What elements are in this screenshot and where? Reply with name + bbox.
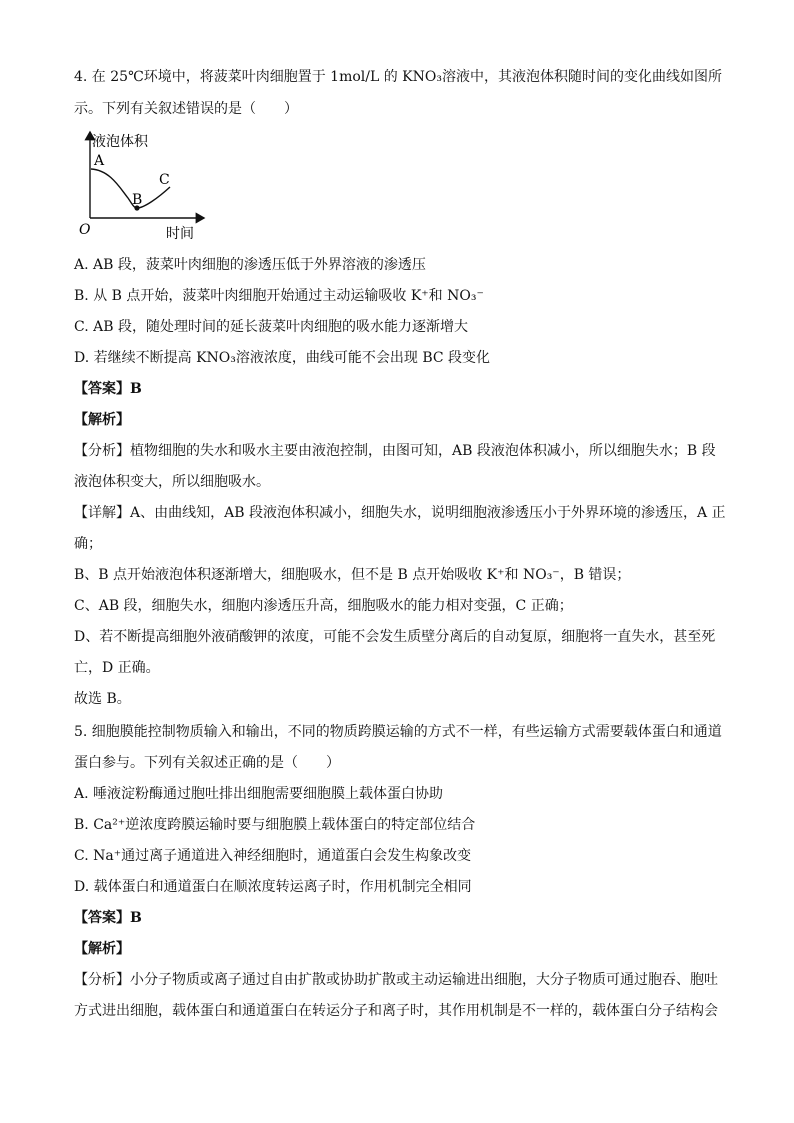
q4-analysis-heading: 【解析】 xyxy=(74,412,130,428)
q4-analysis-line1: 【分析】植物细胞的失水和吸水主要由液泡控制，由图可知，AB 段液泡体积减小，所以细胞失水；B 段 xyxy=(74,443,716,459)
q4-detail-d-line2: 亡，D 正确。 xyxy=(74,660,160,676)
q5-stem-line2: 蛋白参与。下列有关叙述正确的是（ ） xyxy=(74,755,340,771)
q4-conclusion: 故选 B。 xyxy=(74,691,131,707)
q4-detail-c: C、AB 段，细胞失水，细胞内渗透压升高，细胞吸水的能力相对变强，C 正确； xyxy=(74,598,573,614)
y-axis-label: 液泡体积 xyxy=(92,134,148,150)
vacuole-volume-figure xyxy=(74,128,214,246)
point-a-label: A xyxy=(94,153,105,169)
q4-option-b: B. 从 B 点开始，菠菜叶肉细胞开始通过主动运输吸收 K⁺和 NO₃⁻ xyxy=(74,288,484,304)
q5-option-b: B. Ca²⁺逆浓度跨膜运输时要与细胞膜上载体蛋白的特定部位结合 xyxy=(74,817,476,833)
point-b-label: B xyxy=(132,192,143,208)
q5-answer: 【答案】B xyxy=(74,910,142,926)
q4-analysis-line2: 液泡体积变大，所以细胞吸水。 xyxy=(74,474,270,490)
q5-stem-line1: 5. 细胞膜能控制物质输入和输出，不同的物质跨膜运输的方式不一样，有些运输方式需要载体蛋白和通道 xyxy=(74,724,722,740)
q5-analysis-line2: 方式进出细胞，载体蛋白和通道蛋白在转运分子和离子时，其作用机制是不一样的，载体蛋白分子结构会 xyxy=(74,1003,718,1019)
point-c-label: C xyxy=(159,172,170,188)
q4-option-a: A. AB 段，菠菜叶肉细胞的渗透压低于外界溶液的渗透压 xyxy=(74,257,426,273)
q5-analysis-line1: 【分析】小分子物质或离子通过自由扩散或协助扩散或主动运输进出细胞，大分子物质可通过胞吞、胞吐 xyxy=(74,972,718,988)
x-axis-label: 时间 xyxy=(166,226,194,242)
q4-detail-d-line1: D、若不断提高细胞外液硝酸钾的浓度，可能不会发生质壁分离后的自动复原，细胞将一直失水，甚至死 xyxy=(74,629,716,645)
q5-option-a: A. 唾液淀粉酶通过胞吐排出细胞需要细胞膜上载体蛋白协助 xyxy=(74,786,444,802)
origin-label: O xyxy=(79,222,91,238)
q4-answer: 【答案】B xyxy=(74,381,142,397)
q4-detail-line2: 确； xyxy=(74,536,102,552)
q4-option-d: D. 若继续不断提高 KNO₃溶液浓度，曲线可能不会出现 BC 段变化 xyxy=(74,350,491,366)
q4-detail-line1: 【详解】A、由曲线知，AB 段液泡体积减小，细胞失水，说明细胞液渗透压小于外界环境的渗透压，A 正 xyxy=(74,505,726,521)
q5-analysis-heading: 【解析】 xyxy=(74,941,130,957)
q4-stem-line2: 示。下列有关叙述错误的是（ ） xyxy=(74,101,298,117)
q5-option-c: C. Na⁺通过离子通道进入神经细胞时，通道蛋白会发生构象改变 xyxy=(74,848,472,864)
q4-stem-line1: 4. 在 25℃环境中，将菠菜叶肉细胞置于 1mol/L 的 KNO₃溶液中，其液泡体积随时间的变化曲线如图所 xyxy=(74,69,722,85)
q4-detail-b: B、B 点开始液泡体积逐渐增大，细胞吸水，但不是 B 点开始吸收 K⁺和 NO₃⁻，B 错误； xyxy=(74,567,631,583)
q4-option-c: C. AB 段，随处理时间的延长菠菜叶肉细胞的吸水能力逐渐增大 xyxy=(74,319,468,335)
q5-option-d: D. 载体蛋白和通道蛋白在顺浓度转运离子时，作用机制完全相同 xyxy=(74,879,472,895)
